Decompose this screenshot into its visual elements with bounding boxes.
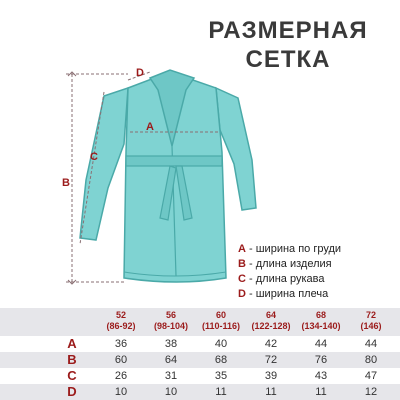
row-label: C — [67, 368, 77, 383]
row-label: A — [67, 336, 77, 351]
size-header — [246, 310, 296, 332]
table-cell: 35 — [214, 370, 228, 382]
size-header — [96, 310, 146, 332]
size-number: 64 — [265, 310, 276, 320]
diagram-label-c: C — [90, 151, 98, 163]
legend-text: - ширина плеча — [245, 288, 329, 300]
legend-item-a — [238, 242, 398, 257]
size-height: (134-140) — [301, 321, 341, 331]
legend-key: B — [238, 258, 246, 270]
legend-item-b — [238, 257, 398, 272]
size-height: (98-104) — [153, 321, 189, 331]
table-cell: 11 — [315, 386, 327, 398]
size-number: 72 — [365, 310, 376, 320]
table-cell: 43 — [314, 370, 328, 382]
size-table-header — [0, 308, 400, 336]
table-cell: 76 — [314, 354, 328, 366]
legend-key: C — [238, 273, 246, 285]
size-number: 68 — [315, 310, 326, 320]
table-row-a — [0, 336, 400, 352]
table-cell: 80 — [364, 354, 378, 366]
table-cell: 36 — [114, 338, 128, 350]
legend-text: - ширина по груди — [245, 243, 342, 255]
robe-belt — [126, 156, 222, 166]
legend-item-d — [238, 287, 398, 302]
table-cell: 39 — [264, 370, 278, 382]
left-sleeve — [80, 88, 128, 240]
table-cell: 64 — [164, 354, 178, 366]
table-cell: 68 — [214, 354, 228, 366]
table-row-b — [0, 352, 400, 368]
legend-key: A — [238, 243, 246, 255]
table-row-d — [0, 384, 400, 400]
row-label: B — [67, 352, 77, 367]
legend-item-c — [238, 272, 398, 287]
table-cell: 11 — [215, 386, 227, 398]
table-cell: 12 — [364, 386, 378, 398]
table-cell: 44 — [314, 338, 328, 350]
size-table — [0, 308, 400, 400]
row-label: D — [67, 384, 77, 399]
size-height: (122-128) — [251, 321, 291, 331]
size-number: 52 — [115, 310, 126, 320]
table-cell: 42 — [264, 338, 278, 350]
diagram-label-a: A — [146, 121, 154, 133]
size-header — [346, 310, 396, 332]
title-line-2: СЕТКА — [245, 46, 331, 73]
table-cell: 10 — [114, 386, 128, 398]
size-header — [146, 310, 196, 332]
table-cell: 47 — [364, 370, 378, 382]
table-cell: 60 — [114, 354, 128, 366]
diagram-label-d: D — [136, 67, 144, 79]
table-cell: 26 — [114, 370, 128, 382]
size-header — [196, 310, 246, 332]
table-cell: 40 — [214, 338, 228, 350]
table-row-c — [0, 368, 400, 384]
legend-text: - длина рукава — [245, 273, 325, 285]
title-line-1: РАЗМЕРНАЯ — [208, 17, 368, 44]
size-height: (146) — [360, 321, 382, 331]
size-height: (110-116) — [201, 321, 241, 331]
size-header — [296, 310, 346, 332]
table-cell: 11 — [265, 386, 277, 398]
measurement-legend — [238, 242, 398, 302]
size-number: 56 — [165, 310, 176, 320]
table-cell: 31 — [164, 370, 178, 382]
diagram-label-b: B — [62, 177, 70, 189]
size-height: (86-92) — [106, 321, 136, 331]
table-cell: 10 — [164, 386, 178, 398]
table-cell: 72 — [264, 354, 278, 366]
legend-key: D — [238, 288, 246, 300]
table-cell: 44 — [364, 338, 378, 350]
size-number: 60 — [215, 310, 226, 320]
legend-text: - длина изделия — [245, 258, 332, 270]
table-cell: 38 — [164, 338, 178, 350]
